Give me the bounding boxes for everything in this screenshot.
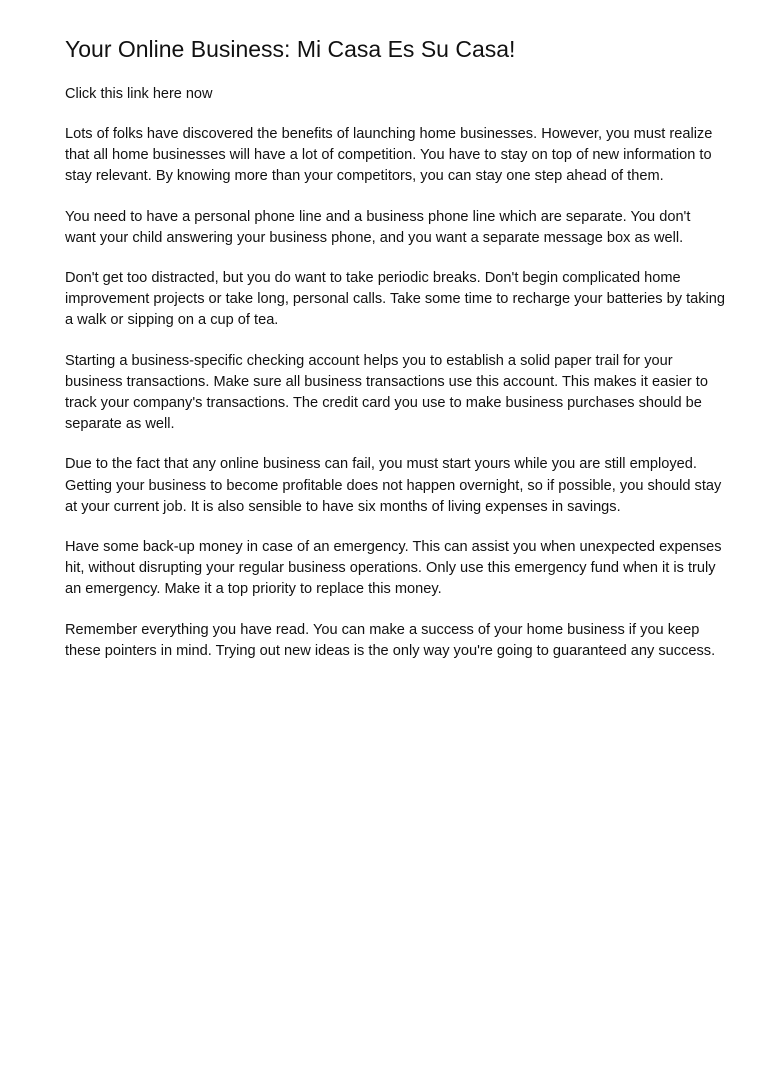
- paragraph-7: Remember everything you have read. You can make a success of your home business if you keep these pointers in mind. Trying out new ideas is the only way you're going to guaranteed any success.: [65, 621, 716, 659]
- click-here-link[interactable]: Click this link here now: [65, 86, 213, 102]
- paragraph-5: Due to the fact that any online business can fail, you must start yours while you are still employed. Getting your business to become profitable does not happen overnight, so if possible, you should stay at your current job. It is also sensible to have six months of living expenses in savings.: [65, 456, 722, 515]
- document-title: Your Online Business: Mi Casa Es Su Casa!: [65, 36, 516, 62]
- paragraph-1: Lots of folks have discovered the benefits of launching home businesses. However, you must realize that all home businesses will have a lot of competition. You have to stay on top of new information to stay relevant. By knowing more than your competitors, you can stay one step ahead of them.: [65, 126, 713, 185]
- paragraph-6: Have some back-up money in case of an emergency. This can assist you when unexpected expenses hit, without disrupting your regular business operations. Only use this emergency fund when it is truly an emergency. Make it a top priority to replace this money.: [65, 539, 722, 598]
- paragraph-3: Don't get too distracted, but you do want to take periodic breaks. Don't begin complicated home improvement projects or take long, personal calls. Take some time to recharge your batteries by taking a walk or sipping on a cup of tea.: [65, 270, 726, 329]
- document-page: [65, 34, 725, 681]
- paragraph-4: Starting a business-specific checking account helps you to establish a solid paper trail for your business transactions. Make sure all business transactions use this account. This makes it easier to track your company's transactions. The credit card you use to make business purchases should be separate as well.: [65, 352, 708, 433]
- paragraph-2: You need to have a personal phone line and a business phone line which are separate. You don't want your child answering your business phone, and you want a separate message box as well.: [65, 208, 691, 246]
